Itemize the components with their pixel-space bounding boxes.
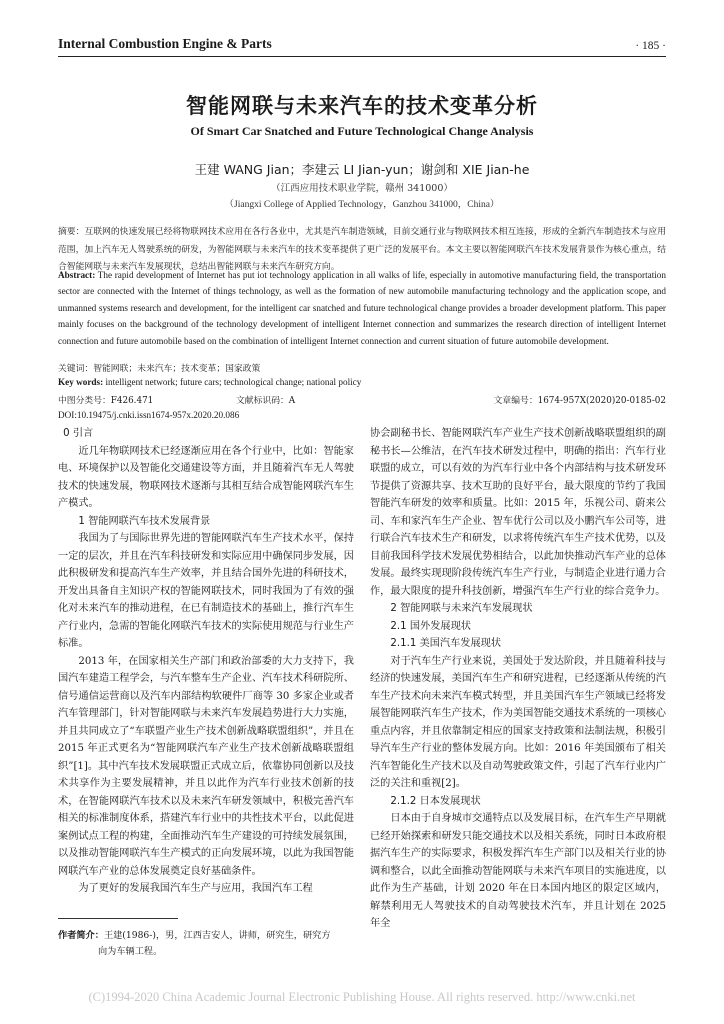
section-heading-2-1-2: 2.1.2 日本发展现状 bbox=[390, 795, 481, 807]
author-list: 王建 WANG Jian；李建云 LI Jian-yun；谢剑和 XIE Jian-he bbox=[194, 162, 530, 177]
abstract-english bbox=[58, 267, 666, 349]
section-heading-intro: 0 引言 bbox=[63, 428, 94, 439]
keywords-chinese: 关键词：智能网联；未来汽车；技术变革；国家政策 bbox=[58, 364, 261, 374]
abstract-chinese: 摘要：互联网的快速发展已经将物联网技术应用在各行各业中，尤其是汽车制造领域，目前交通行业与物联网技术相互连接，形成的全新汽车制造技术与应用范围，加上汽车无人驾驶系统的研发，为智能网联与未来汽车的技术变革提供了更广泛的发展平台。本文主要以智能网联汽车技术发展背景作为核心重点，结合智能网联与未来汽车发展现状，总结出智能网联与未来汽车研究方向。 bbox=[58, 227, 666, 272]
keywords-english bbox=[58, 377, 666, 387]
paragraph: 协会副秘书长、智能网联汽车产业生产技术创新战略联盟组织的副秘书长—公维洁，在汽车技术研发过程中，明确的指出：汽车行业联盟的成立，可以有效的为汽车行业中各个内部结构与技术研发环节提供了资源共享、技术互助的良好平台，最大限度的节约了我国智能汽车研发的效率和质量。比如：2015 年，乐视公司、蔚来公司、车和家汽车生产企业、智车优行公司以及小鹏汽车公司等，进行联合汽车技术生产和研发，以求将传统汽车生产技术优势，以及目前我国科学技术发展优势相结合，以此加快推动汽车产业的总体发展。最终实现现阶段传统汽车生产行业，与制造企业进行通力合作，最大限度的提升科技创新，增强汽车生产行业的综合竞争力。 bbox=[370, 428, 666, 597]
document-code: 文献标识码：A bbox=[236, 396, 296, 406]
section-heading-2: 2 智能网联与未来汽车发展现状 bbox=[390, 603, 533, 614]
footnote-text-cont: 向为车辆工程。 bbox=[98, 946, 163, 957]
keywords-label: Key words: bbox=[58, 377, 104, 387]
left-column bbox=[58, 425, 354, 898]
affiliation-chinese: （江西应用技术职业学院，赣州 341000） bbox=[271, 183, 453, 194]
title-english: Of Smart Car Snatched and Future Technological Change Analysis bbox=[190, 124, 534, 138]
abstract-label: Abstract: bbox=[58, 270, 96, 280]
affiliation-english: （Jiangxi College of Applied Technology，Ganzhou 341000，China） bbox=[224, 200, 500, 210]
paragraph: 对于汽车生产行业来说，美国处于发达阶段，并且随着科技与经济的快速发展，美国汽车生产和研究进程，已经逐渐从传统的汽车生产技术向未来汽车模式转型，并且美国汽车生产领域已经将发展智能网联汽车生产技术，作为美国智能交通技术系统的一项核心重点内容，并且依靠制定相应的国家支持政策和法制法规，积极引导汽车生产行业的整体发展方向。比如：2016 年美国颁布了相关汽车智能化生产技术以及自动驾驶政策文件，引起了汽车行业内广泛的关注和重视[2]。 bbox=[370, 655, 666, 789]
paragraph: 日本由于自身城市交通特点以及发展目标，在汽车生产早期就已经开始探索和研发只能交通技术以及相关系统，同时日本政府根据汽车生产的实际要求，积极发挥汽车生产部门以及相关行业的协调和整合，以此全面推动智能网联与未来汽车项目的实施进度，以此作为生产基础，计划 2020 年在日本国内地区的限定区域内，解禁利用无人驾驶技术的自动驾驶技术汽车，并且计划在 2025 年全 bbox=[370, 813, 666, 929]
running-header bbox=[58, 34, 666, 57]
title-chinese: 智能网联与未来汽车的技术变革分析 bbox=[186, 94, 538, 118]
clc-number: 中图分类号：F426.471 bbox=[58, 396, 154, 406]
section-heading-1: 1 智能网联汽车技术发展背景 bbox=[78, 515, 211, 527]
footnote-label: 作者简介： bbox=[58, 930, 104, 941]
paragraph: 我国为了与国际世界先进的智能网联汽车生产技术水平，保持一定的层次，并且在汽车科技研发和实际应用中确保同步发展，因此积极研发和提高汽车生产效率，并且结合国外先进的科研技术，开发出具备自主知识产权的智能网联技术，同时我国为了有效的强化对未来汽车的推动进程，在已有制造技术的基础上，推行汽车生产行业内，急需的智能化网联汽车技术的实际使用规范与行业生产标准。 bbox=[58, 533, 354, 649]
section-heading-2-1: 2.1 国外发展现状 bbox=[390, 620, 471, 632]
keywords-english-text: intelligent network; future cars; technological change; national policy bbox=[103, 377, 362, 387]
article-number: 文章编号：1674-957X(2020)20-0185-02 bbox=[493, 396, 666, 406]
copyright-watermark: (C)1994-2020 China Academic Journal Electronic Publishing House. All rights reserved. http://www.cnki.net bbox=[88, 990, 636, 1004]
journal-name: Internal Combustion Engine & Parts bbox=[58, 36, 272, 51]
paragraph: 近几年物联网技术已经逐渐应用在各个行业中，比如：智能家电、环境保护以及智能化交通建设等方面，并且随着汽车无人驾驶技术的快速发展，物联网技术逐渐与其相互结合成智能网联汽车生产模式。 bbox=[58, 445, 354, 509]
author-footnote bbox=[58, 928, 354, 960]
doi: DOI:10.19475/j.cnki.issn1674-957x.2020.20.086 bbox=[58, 410, 240, 420]
abstract-english-text: The rapid development of Internet has put iot technology application in all walks of life, especially in automotive manufacturing field, the transportation sector are connected with the Internet of things technology, as well as the formation of new automobile manufacturing technology and the application scope, and unmanned systems research and development, for the intelligent car snatched and future technological change provides a broader development platform. This paper mainly focuses on the background of the technology development of intelligent Internet connection and summarizes the research direction of intelligent Internet connection and future automobile based on the combination of intelligent Internet connection and current situation of future automobile development. bbox=[58, 270, 666, 346]
footnote-text: 王建(1986-)，男，江西吉安人，讲师，研究生，研究方 bbox=[103, 930, 331, 941]
article-metadata bbox=[58, 393, 666, 406]
page-number: · 185 · bbox=[635, 40, 666, 52]
right-column bbox=[370, 425, 666, 933]
paragraph: 为了更好的发展我国汽车生产与应用，我国汽车工程 bbox=[78, 883, 313, 894]
footnote-divider bbox=[58, 918, 178, 919]
section-heading-2-1-1: 2.1.1 美国汽车发展现状 bbox=[390, 638, 502, 649]
paragraph: 2013 年，在国家相关生产部门和政治部委的大力支持下，我国汽车建造工程学会，与汽车整车生产企业、汽车技术科研院所、信号通信运营商以及汽车内部结构软硬件厂商等 30 多家企业或者汽车管理部门，针对智能网联与未来汽车发展趋势进行大力实施，并且共同成立了“车联盟产业生产技术创新战略联盟组织”，并且在 2015 年正式更名为“智能网联汽车产业生产技术创新战略联盟组织”[1]。其中汽车技术发展联盟正式成立后，依靠协同创新以及技术共享作为主要发展精神，并且以此作为汽车行业技术创新的技术，在智能网联汽车技术以及未来汽车研发领域中，积极完善汽车相关的标准制度体系，搭建汽车行业中的共性技术平台，以此促进案例试点工程的构建，全面推动汽车生产建设的可持续发展氛围，以及推动智能网联汽车生产模式的正向发展环境，以此为我国智能网联汽车产业的总体发展奠定良好基础条件。 bbox=[58, 655, 354, 877]
